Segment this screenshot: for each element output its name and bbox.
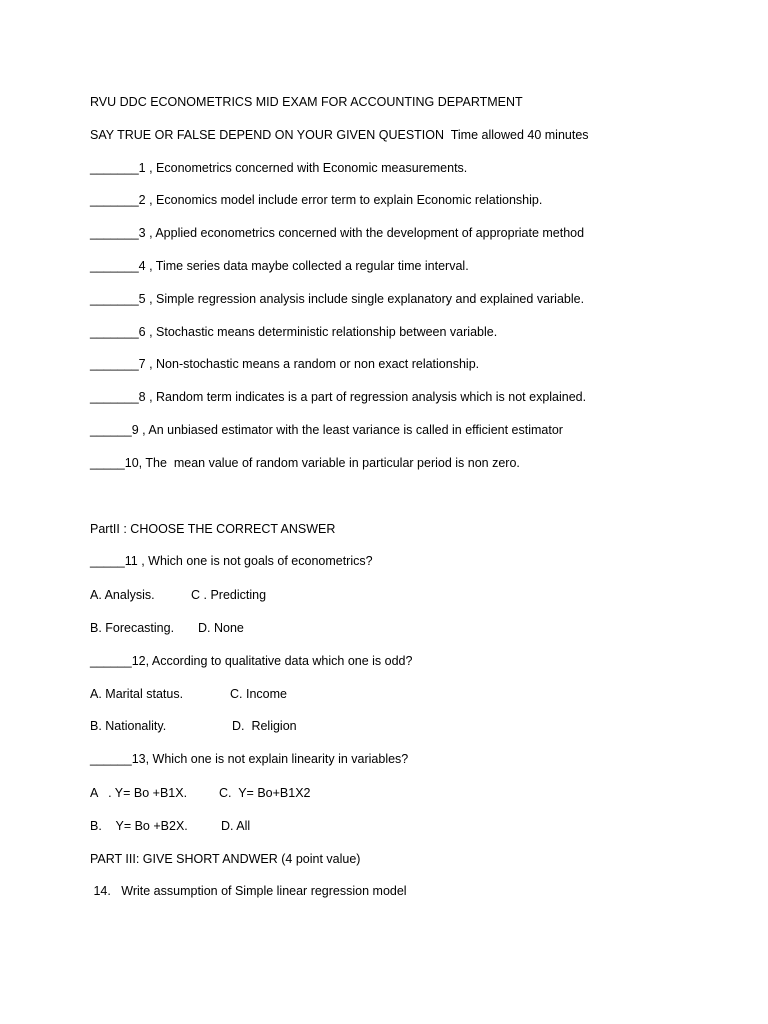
part3-heading: PART III: GIVE SHORT ANDWER (4 point value) xyxy=(90,852,361,866)
question-12: ______12, According to qualitative data which one is odd? xyxy=(90,654,413,668)
question-7: _______7 , Non-stochastic means a random or non exact relationship. xyxy=(90,357,480,371)
question-9: ______9 , An unbiased estimator with the least variance is called in efficient estimator xyxy=(90,423,563,437)
q12-option-b: B. Nationality. xyxy=(90,719,167,733)
question-6: _______6 , Stochastic means deterministic relationship between variable. xyxy=(90,325,498,339)
q13-option-c: C. Y= Bo+B1X2 xyxy=(219,786,311,800)
question-4: _______4 , Time series data maybe collected a regular time interval. xyxy=(90,259,469,273)
q13-option-a: A . Y= Bo +B1X. xyxy=(90,786,188,800)
question-1: _______1 , Econometrics concerned with Economic measurements. xyxy=(90,161,468,175)
q12-option-d: D. Religion xyxy=(232,719,297,733)
question-14: 14. Write assumption of Simple linear regression model xyxy=(90,884,407,898)
q11-option-b: B. Forecasting. xyxy=(90,621,175,635)
q12-option-c: C. Income xyxy=(230,687,287,701)
q12-option-a: A. Marital status. xyxy=(90,687,184,701)
exam-title: RVU DDC ECONOMETRICS MID EXAM FOR ACCOUNTING DEPARTMENT xyxy=(90,95,523,109)
question-8: _______8 , Random term indicates is a part of regression analysis which is not explained. xyxy=(90,390,587,404)
question-5: _______5 , Simple regression analysis include single explanatory and explained variable. xyxy=(90,292,585,306)
part2-heading: PartII : CHOOSE THE CORRECT ANSWER xyxy=(90,522,336,536)
question-11: _____11 , Which one is not goals of econometrics? xyxy=(90,554,373,568)
exam-instruction: SAY TRUE OR FALSE DEPEND ON YOUR GIVEN QUESTION Time allowed 40 minutes xyxy=(90,128,589,142)
question-2: _______2 , Economics model include error term to explain Economic relationship. xyxy=(90,193,543,207)
question-13: ______13, Which one is not explain linearity in variables? xyxy=(90,752,409,766)
question-3: _______3 , Applied econometrics concerned with the development of appropriate method xyxy=(90,226,585,240)
q11-option-d: D. None xyxy=(198,621,244,635)
q13-option-b: B. Y= Bo +B2X. xyxy=(90,819,188,833)
q11-option-c: C . Predicting xyxy=(191,588,267,602)
question-10: _____10, The mean value of random variable in particular period is non zero. xyxy=(90,456,520,470)
q11-option-a: A. Analysis. xyxy=(90,588,155,602)
q13-option-d: D. All xyxy=(221,819,251,833)
